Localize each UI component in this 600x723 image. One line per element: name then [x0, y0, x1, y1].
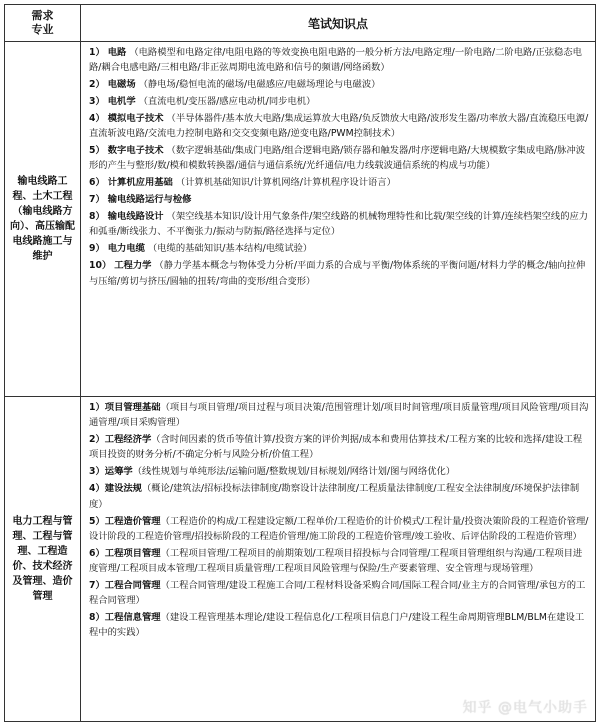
- knowledge-item: 7） 输电线路运行与检修: [89, 194, 192, 206]
- watermark: 知乎 @电气小助手: [462, 700, 588, 716]
- table-row: [5, 42, 596, 397]
- table-row: [5, 397, 596, 722]
- knowledge-item: 10） 工程力学 （静力学基本概念与物体受力分析/平面力系的合成与平衡/物体系统的平衡问题/材料力学的概念/轴向拉伸与压缩/剪切与挤压/圆轴的扭转/弯曲的变形/组合变形）: [89, 260, 586, 287]
- knowledge-item: 1）项目管理基础（项目与项目管理/项目过程与项目决策/范围管理计划/项目时间管理/项目质量管理/项目风险管理/项目沟通管理/项目采购管理）: [89, 402, 589, 429]
- requirement-cell: 电力工程与管理、工程与管理、工程造价、技术经济及管理、造价管理: [5, 397, 81, 722]
- knowledge-item: 8）工程信息管理（建设工程管理基本理论/建设工程信息化/工程项目信息门户/建设工程生命周期管理BLM/BLM在建设工程中的实践）: [89, 612, 585, 639]
- knowledge-item: 6）工程项目管理（工程项目管理/工程项目的前期策划/工程项目招投标与合同管理/工程项目管理组织与沟通/工程项目进度管理/工程项目成本管理/工程项目质量管理/工程项目风险管理与保险/生产要素管理、安全管理与现场管理）: [89, 547, 583, 574]
- knowledge-item: 4）建设法规（概论/建筑法/招标投标法律制度/勘察设计法律制度/工程质量法律制度/工程安全法律制度/环境保护法律制度）: [89, 483, 580, 510]
- knowledge-cell: [81, 42, 596, 397]
- knowledge-item: 7）工程合同管理（工程合同管理/建设工程施工合同/工程材料设备采购合同/国际工程合同/业主方的合同管理/承包方的工程合同管理）: [89, 580, 586, 607]
- header-knowledge: 笔试知识点: [81, 5, 596, 42]
- knowledge-item: 8） 输电线路设计 （架空线基本知识/设计用气象条件/架空线路的机械物理特性和比载/架空线的计算/连续档架空线的应力和弧垂/断线张力、不平衡张力/振动与防振/路径选择与定位）: [89, 211, 589, 238]
- header-requirement-line1: 需求: [31, 9, 54, 22]
- knowledge-item: 6） 计算机应用基础 （计算机基础知识/计算机网络/计算机程序设计语言）: [89, 177, 396, 189]
- knowledge-item: 5）工程造价管理（工程造价的构成/工程建设定额/工程单价/工程造价的计价模式/工程计量/投资决策阶段的工程造价管理/设计阶段的工程造价管理/招投标阶段的工程造价管理/施工阶段的工程造价管理/竣工验收、后评估阶段的工程造价管理）: [89, 515, 589, 542]
- knowledge-item: 1） 电路 （电路模型和电路定律/电阻电路的等效变换电阻电路的一般分析方法/电路定理/一阶电路/二阶电路/正弦稳态电路/耦合电感电路/三相电路/非正弦周期电流电路和信号的频谱/网络函数）: [89, 47, 582, 74]
- header-requirement-line2: 专业: [31, 23, 54, 36]
- knowledge-item: 2）工程经济学（含时间因素的货币等值计算/投资方案的评价判据/成本和费用估算技术/工程方案的比较和选择/建设工程项目投资的财务分析/不确定分析与风险分析/价值工程）: [89, 434, 583, 461]
- knowledge-item: 9） 电力电缆 （电缆的基础知识/基本结构/电缆试验）: [89, 243, 313, 255]
- requirement-cell: 输电线路工程、土木工程（输电线路方向）、高压输配电线路施工与维护: [5, 42, 81, 397]
- header-requirement: [5, 5, 81, 42]
- knowledge-item: 2） 电磁场 （静电场/稳恒电流的磁场/电磁感应/电磁场理论与电磁波）: [89, 79, 381, 91]
- knowledge-item: 4） 模拟电子技术 （半导体器件/基本放大电路/集成运算放大电路/负反馈放大电路/波形发生器/功率放大器/直流稳压电源/直流斩波电路/交流电力控制电路和交交变频电路/逆变电路/PWM控制技术）: [89, 112, 589, 140]
- knowledge-item: 3） 电机学 （直流电机/变压器/感应电动机/同步电机）: [89, 96, 316, 108]
- knowledge-item: 3）运筹学（线性规划与单纯形法/运输问题/整数规划/目标规划/网络计划/图与网络优化）: [89, 466, 456, 478]
- header-row: [5, 5, 596, 42]
- knowledge-cell: [81, 397, 596, 722]
- knowledge-item: 5） 数字电子技术 （数字逻辑基础/集成门电路/组合逻辑电路/锁存器和触发器/时序逻辑电路/大规模数字集成电路/脉冲波形的产生与整形/数/模和模数转换器/通信与通信系统/光纤通信/电力线载波通信系统的构成与功能）: [89, 145, 586, 172]
- knowledge-table: [4, 4, 596, 722]
